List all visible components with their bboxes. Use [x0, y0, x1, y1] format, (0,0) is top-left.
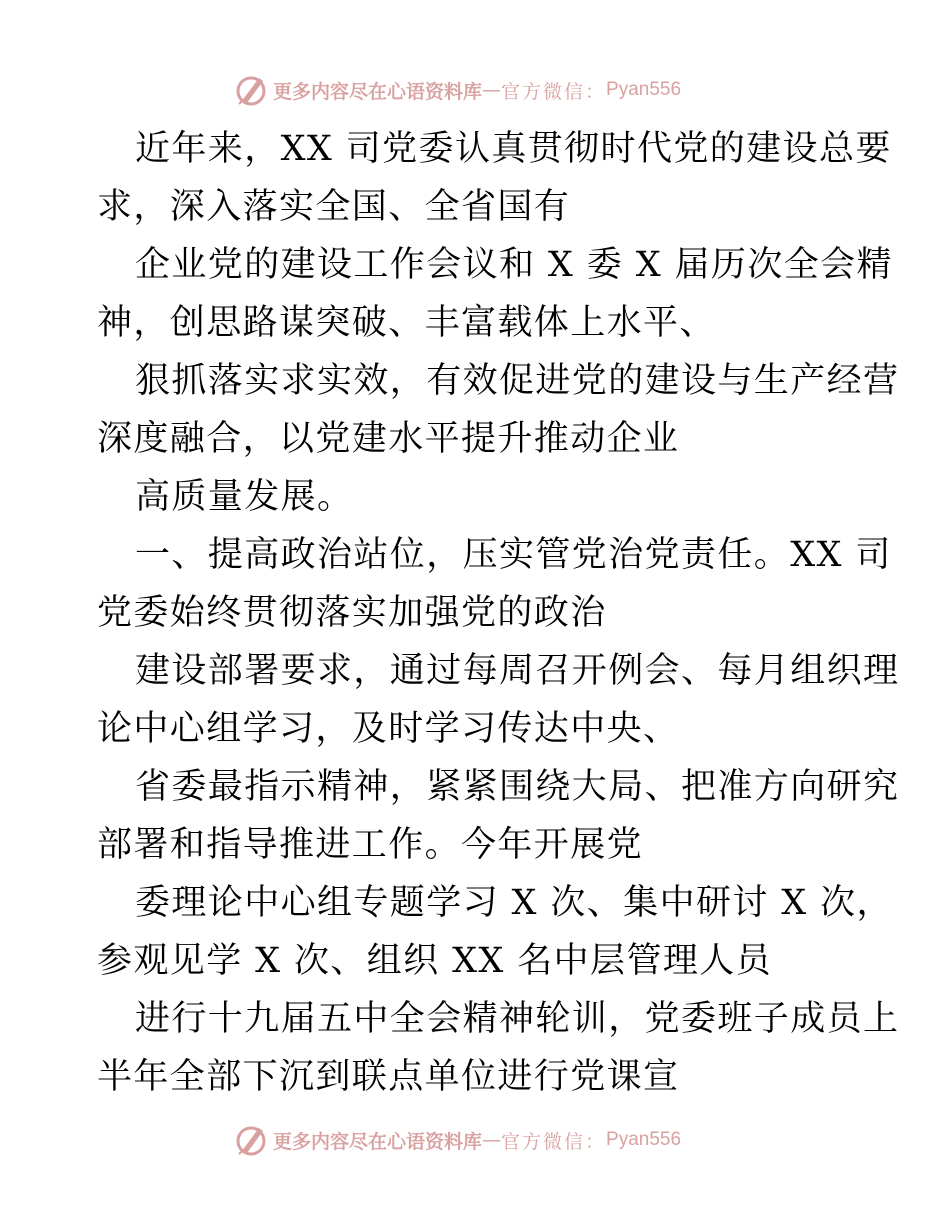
- header-watermark: [233, 72, 753, 108]
- text-line: 狠抓落实求实效，有效促进党的建设与生产经营: [135, 361, 900, 401]
- watermark-official-label: 官方微信：: [501, 1130, 607, 1153]
- text-line: 建设部署要求，通过每周召开例会、每月组织理: [135, 651, 900, 691]
- watermark-separator: —: [482, 79, 502, 101]
- text-line: 部署和指导推进工作。今年开展党: [97, 825, 644, 865]
- document-body: [97, 120, 900, 1106]
- quill-pen-seal-icon: [233, 1122, 269, 1158]
- quill-pen-seal-icon: [233, 72, 269, 108]
- text-line: 神，创思路谋突破、丰富载体上水平、: [97, 303, 716, 343]
- watermark-official-label: 官方微信：: [501, 80, 607, 103]
- watermark-wechat-id: Pyan556: [606, 1129, 682, 1150]
- text-line: 委理论中心组专题学习 X 次、集中研讨 X 次，: [135, 883, 893, 923]
- text-line: 省委最指示精神，紧紧围绕大局、把准方向研究: [135, 767, 900, 807]
- text-line: 求，深入落实全国、全省国有: [97, 187, 571, 227]
- text-line: 高质量发展。: [135, 477, 354, 517]
- text-line: 深度融合，以党建水平提升推动企业: [97, 419, 680, 459]
- text-line: 党委始终贯彻落实加强党的政治: [97, 593, 607, 633]
- text-line: 近年来，XX 司党委认真贯彻时代党的建设总要: [135, 129, 892, 169]
- watermark-brand: 更多内容尽在心语资料库: [273, 80, 483, 103]
- watermark-wechat-id: Pyan556: [606, 79, 682, 100]
- footer-watermark: [233, 1122, 753, 1158]
- text-line: 参观见学 X 次、组织 XX 名中层管理人员: [97, 941, 773, 981]
- text-line: 一、提高政治站位，压实管党治党责任。XX 司: [135, 535, 892, 575]
- watermark-brand: 更多内容尽在心语资料库: [273, 1130, 483, 1153]
- text-line: 进行十九届五中全会精神轮训，党委班子成员上: [135, 999, 900, 1039]
- watermark-separator: —: [482, 1129, 502, 1151]
- text-line: 企业党的建设工作会议和 X 委 X 届历次全会精: [135, 245, 893, 285]
- text-line: 论中心组学习，及时学习传达中央、: [97, 709, 680, 749]
- text-line: 半年全部下沉到联点单位进行党课宣: [97, 1057, 680, 1097]
